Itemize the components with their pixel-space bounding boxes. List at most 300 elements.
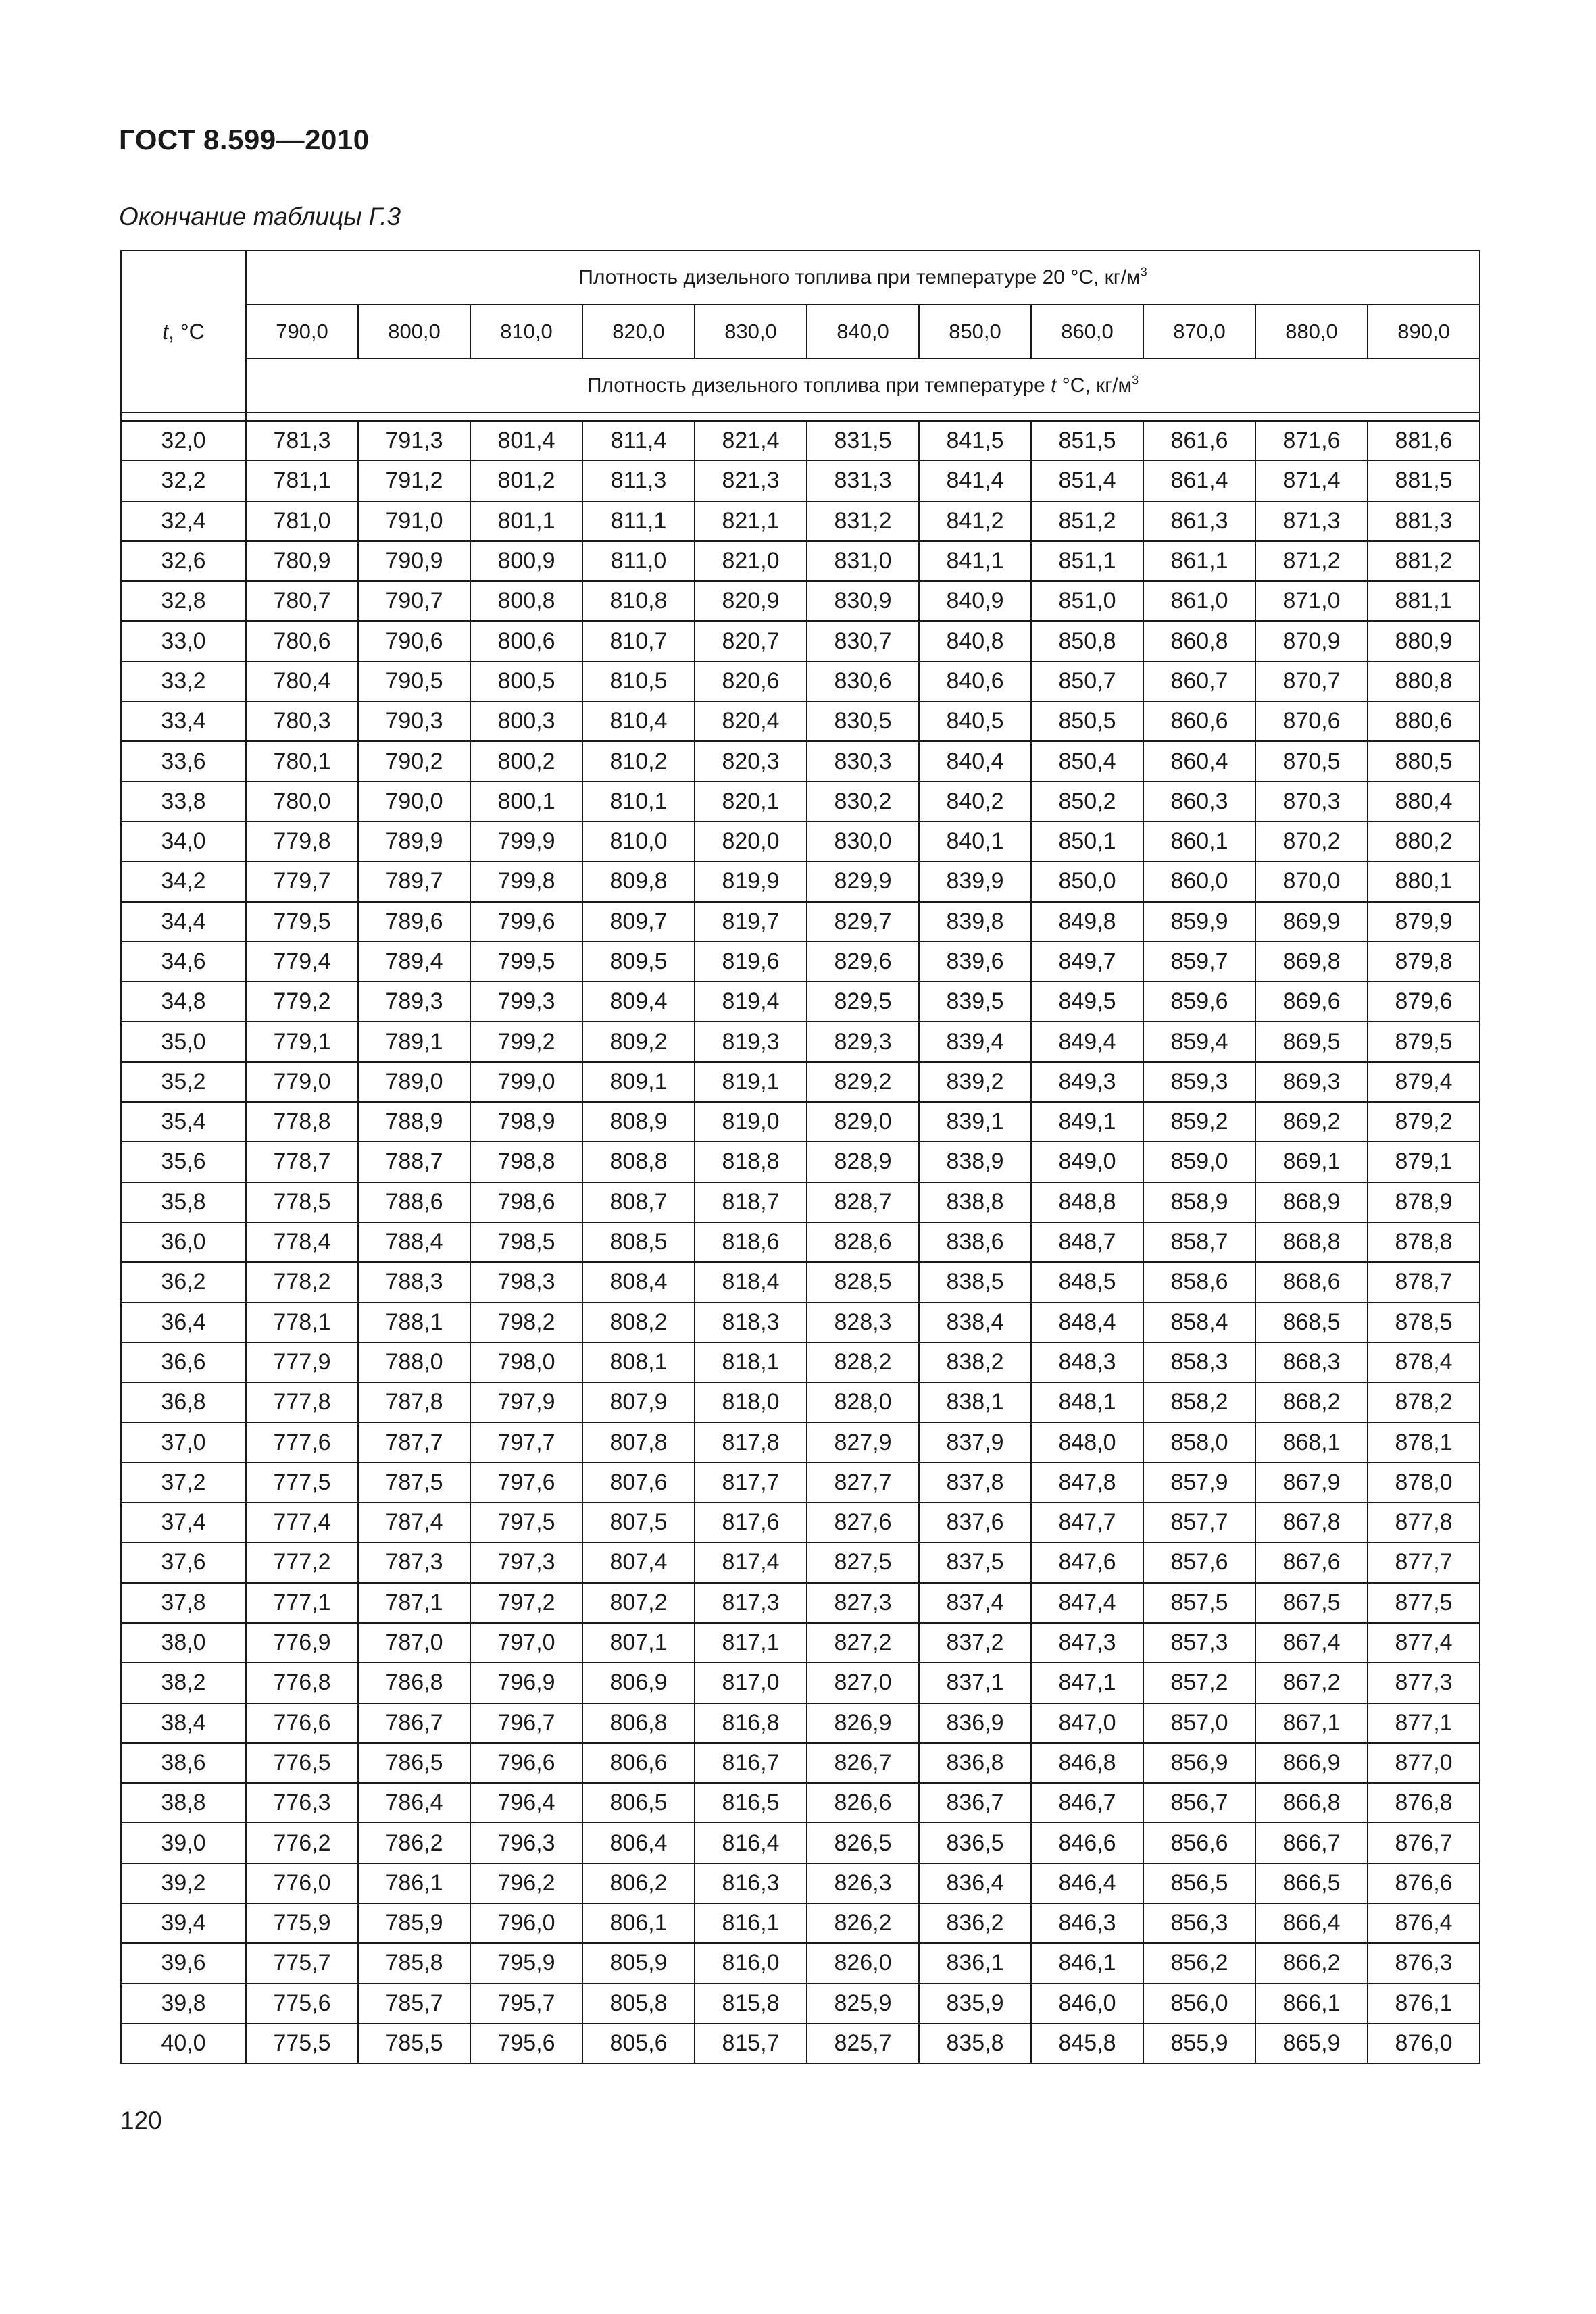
density-cell: 788,6: [358, 1182, 470, 1222]
density-cell: 848,7: [1031, 1222, 1143, 1262]
density-cell: 879,8: [1368, 942, 1480, 982]
density-cell: 788,3: [358, 1262, 470, 1302]
column-header-density: 870,0: [1143, 305, 1255, 359]
density-cell: 820,0: [695, 822, 807, 861]
density-cell: 799,3: [470, 982, 582, 1022]
density-cell: 876,1: [1368, 1984, 1480, 2023]
density-cell: 821,1: [695, 501, 807, 541]
density-cell: 777,2: [246, 1542, 358, 1582]
density-cell: 807,8: [582, 1422, 695, 1462]
density-cell: 780,4: [246, 661, 358, 701]
density-cell: 867,2: [1255, 1663, 1368, 1703]
density-cell: 796,7: [470, 1703, 582, 1743]
temperature-cell: 34,6: [121, 942, 246, 982]
density-cell: 789,1: [358, 1022, 470, 1061]
density-cell: 876,8: [1368, 1783, 1480, 1823]
density-cell: 816,8: [695, 1703, 807, 1743]
density-cell: 851,0: [1031, 581, 1143, 621]
density-cell: 846,1: [1031, 1943, 1143, 1983]
density-cell: 849,0: [1031, 1142, 1143, 1182]
temperature-cell: 32,8: [121, 581, 246, 621]
density-cell: 878,8: [1368, 1222, 1480, 1262]
density-cell: 876,3: [1368, 1943, 1480, 1983]
density-cell: 846,4: [1031, 1863, 1143, 1903]
table-row: [121, 1503, 1480, 1542]
temperature-cell: 37,6: [121, 1542, 246, 1582]
temperature-cell: 37,2: [121, 1463, 246, 1503]
density-cell: 836,9: [919, 1703, 1031, 1743]
density-cell: 780,9: [246, 541, 358, 581]
density-cell: 820,9: [695, 581, 807, 621]
density-cell: 801,1: [470, 501, 582, 541]
density-cell: 871,6: [1255, 421, 1368, 461]
density-cell: 869,1: [1255, 1142, 1368, 1182]
density-cell: 788,0: [358, 1342, 470, 1382]
temperature-cell: 39,2: [121, 1863, 246, 1903]
density-cell: 847,8: [1031, 1463, 1143, 1503]
density-cell: 845,8: [1031, 2023, 1143, 2063]
table-row: [121, 782, 1480, 822]
density-cell: 856,6: [1143, 1823, 1255, 1863]
density-cell: 790,9: [358, 541, 470, 581]
density-cell: 811,4: [582, 421, 695, 461]
density-cell: 829,7: [807, 902, 919, 942]
density-cell: 825,7: [807, 2023, 919, 2063]
density-cell: 836,4: [919, 1863, 1031, 1903]
table-row: [121, 661, 1480, 701]
density-cell: 816,3: [695, 1863, 807, 1903]
table-row: [121, 1703, 1480, 1743]
density-cell: 830,5: [807, 701, 919, 741]
density-cell: 877,4: [1368, 1623, 1480, 1663]
density-cell: 827,9: [807, 1422, 919, 1462]
density-cell: 819,4: [695, 982, 807, 1022]
density-cell: 796,4: [470, 1783, 582, 1823]
density-cell: 827,0: [807, 1663, 919, 1703]
density-cell: 798,0: [470, 1342, 582, 1382]
density-cell: 880,1: [1368, 861, 1480, 901]
density-cell: 876,4: [1368, 1903, 1480, 1943]
density-cell: 800,3: [470, 701, 582, 741]
density-cell: 850,2: [1031, 782, 1143, 822]
density-cell: 831,2: [807, 501, 919, 541]
temperature-cell: 34,4: [121, 902, 246, 942]
density-cell: 818,3: [695, 1303, 807, 1342]
density-cell: 856,9: [1143, 1743, 1255, 1783]
density-cell: 837,6: [919, 1503, 1031, 1542]
density-cell: 789,4: [358, 942, 470, 982]
density-cell: 781,0: [246, 501, 358, 541]
density-cell: 879,1: [1368, 1142, 1480, 1182]
header-separator: [121, 413, 1480, 421]
density-cell: 791,2: [358, 461, 470, 501]
density-cell: 776,5: [246, 1743, 358, 1783]
density-cell: 858,9: [1143, 1182, 1255, 1222]
density-cell: 811,0: [582, 541, 695, 581]
density-cell: 778,8: [246, 1102, 358, 1142]
density-cell: 838,9: [919, 1142, 1031, 1182]
density-cell: 797,7: [470, 1422, 582, 1462]
density-cell: 866,4: [1255, 1903, 1368, 1943]
density-cell: 828,6: [807, 1222, 919, 1262]
density-cell: 821,3: [695, 461, 807, 501]
density-cell: 848,1: [1031, 1382, 1143, 1422]
density-cell: 868,5: [1255, 1303, 1368, 1342]
density-cell: 789,6: [358, 902, 470, 942]
density-cell: 848,3: [1031, 1342, 1143, 1382]
density-cell: 800,1: [470, 782, 582, 822]
temperature-cell: 33,6: [121, 741, 246, 781]
temperature-cell: 39,0: [121, 1823, 246, 1863]
density-cell: 808,8: [582, 1142, 695, 1182]
density-cell: 776,6: [246, 1703, 358, 1743]
density-cell: 830,3: [807, 741, 919, 781]
density-cell: 880,6: [1368, 701, 1480, 741]
density-cell: 879,5: [1368, 1022, 1480, 1061]
density-cell: 869,5: [1255, 1022, 1368, 1061]
table-row: [121, 741, 1480, 781]
density-cell: 838,1: [919, 1382, 1031, 1422]
density-cell: 881,5: [1368, 461, 1480, 501]
density-cell: 800,5: [470, 661, 582, 701]
density-cell: 790,0: [358, 782, 470, 822]
density-cell: 790,6: [358, 621, 470, 661]
density-cell: 846,3: [1031, 1903, 1143, 1943]
density-cell: 860,7: [1143, 661, 1255, 701]
density-cell: 847,0: [1031, 1703, 1143, 1743]
density-cell: 881,1: [1368, 581, 1480, 621]
density-cell: 850,1: [1031, 822, 1143, 861]
temperature-cell: 34,8: [121, 982, 246, 1022]
density-cell: 860,0: [1143, 861, 1255, 901]
density-cell: 847,1: [1031, 1663, 1143, 1703]
density-cell: 785,7: [358, 1984, 470, 2023]
group-header-20c-sup: 3: [1140, 265, 1147, 279]
density-cell: 869,3: [1255, 1062, 1368, 1102]
density-cell: 838,5: [919, 1262, 1031, 1302]
density-cell: 857,6: [1143, 1542, 1255, 1582]
density-cell: 797,3: [470, 1542, 582, 1582]
density-cell: 877,3: [1368, 1663, 1480, 1703]
table-row: [121, 421, 1480, 461]
density-cell: 868,3: [1255, 1342, 1368, 1382]
temperature-cell: 36,4: [121, 1303, 246, 1342]
density-cell: 880,4: [1368, 782, 1480, 822]
density-cell: 827,7: [807, 1463, 919, 1503]
temperature-cell: 38,2: [121, 1663, 246, 1703]
density-cell: 809,2: [582, 1022, 695, 1061]
column-header-density: 840,0: [807, 305, 919, 359]
density-cell: 839,2: [919, 1062, 1031, 1102]
table-row: [121, 1182, 1480, 1222]
density-cell: 809,8: [582, 861, 695, 901]
density-cell: 826,0: [807, 1943, 919, 1983]
temperature-cell: 38,6: [121, 1743, 246, 1783]
density-cell: 779,4: [246, 942, 358, 982]
column-header-density: 820,0: [582, 305, 695, 359]
density-cell: 877,0: [1368, 1743, 1480, 1783]
density-cell: 789,3: [358, 982, 470, 1022]
density-cell: 807,4: [582, 1542, 695, 1582]
density-cell: 879,2: [1368, 1102, 1480, 1142]
density-cell: 808,7: [582, 1182, 695, 1222]
table-row: [121, 1903, 1480, 1943]
density-cell: 826,6: [807, 1783, 919, 1823]
density-cell: 840,8: [919, 621, 1031, 661]
group-header-t-post: °С, кг/м: [1056, 374, 1132, 397]
density-cell: 860,8: [1143, 621, 1255, 661]
density-cell: 861,6: [1143, 421, 1255, 461]
density-cell: 777,1: [246, 1583, 358, 1623]
temperature-cell: 35,0: [121, 1022, 246, 1061]
header-row-top: [121, 251, 1480, 305]
density-cell: 881,3: [1368, 501, 1480, 541]
density-cell: 798,6: [470, 1182, 582, 1222]
density-cell: 858,3: [1143, 1342, 1255, 1382]
density-cell: 820,1: [695, 782, 807, 822]
temperature-cell: 33,0: [121, 621, 246, 661]
density-cell: 775,7: [246, 1943, 358, 1983]
group-header-t: [246, 359, 1480, 413]
density-cell: 851,5: [1031, 421, 1143, 461]
density-cell: 830,2: [807, 782, 919, 822]
density-cell: 830,9: [807, 581, 919, 621]
temperature-cell: 37,8: [121, 1583, 246, 1623]
density-cell: 856,7: [1143, 1783, 1255, 1823]
density-cell: 827,3: [807, 1583, 919, 1623]
table-row: [121, 902, 1480, 942]
density-cell: 790,5: [358, 661, 470, 701]
density-cell: 798,9: [470, 1102, 582, 1142]
temperature-cell: 36,0: [121, 1222, 246, 1262]
density-cell: 797,6: [470, 1463, 582, 1503]
density-cell: 878,0: [1368, 1463, 1480, 1503]
density-cell: 791,0: [358, 501, 470, 541]
density-cell: 829,3: [807, 1022, 919, 1061]
density-cell: 799,9: [470, 822, 582, 861]
density-cell: 788,4: [358, 1222, 470, 1262]
density-cell: 877,8: [1368, 1503, 1480, 1542]
temperature-cell: 39,8: [121, 1984, 246, 2023]
density-cell: 806,6: [582, 1743, 695, 1783]
density-cell: 870,5: [1255, 741, 1368, 781]
density-cell: 786,2: [358, 1823, 470, 1863]
density-cell: 818,0: [695, 1382, 807, 1422]
density-cell: 878,7: [1368, 1262, 1480, 1302]
density-cell: 799,6: [470, 902, 582, 942]
density-cell: 819,3: [695, 1022, 807, 1061]
density-cell: 859,3: [1143, 1062, 1255, 1102]
density-cell: 777,4: [246, 1503, 358, 1542]
density-cell: 849,4: [1031, 1022, 1143, 1061]
density-cell: 866,8: [1255, 1783, 1368, 1823]
table-row: [121, 621, 1480, 661]
density-cell: 860,4: [1143, 741, 1255, 781]
density-cell: 867,9: [1255, 1463, 1368, 1503]
density-cell: 839,5: [919, 982, 1031, 1022]
density-cell: 858,4: [1143, 1303, 1255, 1342]
density-cell: 877,1: [1368, 1703, 1480, 1743]
density-cell: 800,9: [470, 541, 582, 581]
density-cell: 776,8: [246, 1663, 358, 1703]
temperature-cell: 33,2: [121, 661, 246, 701]
density-cell: 789,0: [358, 1062, 470, 1102]
density-cell: 790,2: [358, 741, 470, 781]
density-cell: 809,4: [582, 982, 695, 1022]
density-cell: 841,5: [919, 421, 1031, 461]
table-row: [121, 1463, 1480, 1503]
density-cell: 806,8: [582, 1703, 695, 1743]
density-cell: 779,5: [246, 902, 358, 942]
density-cell: 828,7: [807, 1182, 919, 1222]
density-cell: 816,4: [695, 1823, 807, 1863]
density-cell: 840,9: [919, 581, 1031, 621]
density-cell: 861,0: [1143, 581, 1255, 621]
density-cell: 849,3: [1031, 1062, 1143, 1102]
density-cell: 809,5: [582, 942, 695, 982]
table-row: [121, 1262, 1480, 1302]
density-cell: 829,0: [807, 1102, 919, 1142]
density-cell: 785,9: [358, 1903, 470, 1943]
density-cell: 870,6: [1255, 701, 1368, 741]
density-cell: 850,8: [1031, 621, 1143, 661]
density-cell: 841,1: [919, 541, 1031, 581]
density-cell: 838,4: [919, 1303, 1031, 1342]
density-cell: 830,6: [807, 661, 919, 701]
density-cell: 855,9: [1143, 2023, 1255, 2063]
density-cell: 787,1: [358, 1583, 470, 1623]
separator-cell: [121, 413, 246, 421]
density-cell: 795,6: [470, 2023, 582, 2063]
density-cell: 861,4: [1143, 461, 1255, 501]
density-cell: 870,0: [1255, 861, 1368, 901]
density-cell: 829,5: [807, 982, 919, 1022]
density-cell: 859,2: [1143, 1102, 1255, 1142]
density-cell: 809,1: [582, 1062, 695, 1102]
density-cell: 810,2: [582, 741, 695, 781]
density-cell: 819,7: [695, 902, 807, 942]
density-cell: 830,0: [807, 822, 919, 861]
density-cell: 787,4: [358, 1503, 470, 1542]
density-cell: 829,2: [807, 1062, 919, 1102]
page-number: 120: [120, 2107, 162, 2134]
density-cell: 878,2: [1368, 1382, 1480, 1422]
temperature-cell: 39,6: [121, 1943, 246, 1983]
density-cell: 840,1: [919, 822, 1031, 861]
density-cell: 865,9: [1255, 2023, 1368, 2063]
density-cell: 871,3: [1255, 501, 1368, 541]
density-cell: 779,1: [246, 1022, 358, 1061]
density-cell: 775,9: [246, 1903, 358, 1943]
density-cell: 857,0: [1143, 1703, 1255, 1743]
density-cell: 837,4: [919, 1583, 1031, 1623]
density-cell: 846,0: [1031, 1984, 1143, 2023]
density-cell: 839,4: [919, 1022, 1031, 1061]
density-cell: 799,8: [470, 861, 582, 901]
density-cell: 837,9: [919, 1422, 1031, 1462]
density-cell: 840,4: [919, 741, 1031, 781]
density-cell: 851,2: [1031, 501, 1143, 541]
temperature-cell: 35,2: [121, 1062, 246, 1102]
density-cell: 826,5: [807, 1823, 919, 1863]
density-cell: 788,7: [358, 1142, 470, 1182]
density-cell: 778,2: [246, 1262, 358, 1302]
density-cell: 849,8: [1031, 902, 1143, 942]
density-cell: 856,2: [1143, 1943, 1255, 1983]
density-cell: 838,8: [919, 1182, 1031, 1222]
table-row: [121, 1142, 1480, 1182]
table-row: [121, 2023, 1480, 2063]
density-cell: 807,6: [582, 1463, 695, 1503]
density-cell: 800,6: [470, 621, 582, 661]
density-cell: 838,6: [919, 1222, 1031, 1262]
density-cell: 878,4: [1368, 1342, 1480, 1382]
temperature-cell: 38,8: [121, 1783, 246, 1823]
density-cell: 787,7: [358, 1422, 470, 1462]
density-cell: 776,2: [246, 1823, 358, 1863]
density-cell: 810,5: [582, 661, 695, 701]
density-cell: 800,2: [470, 741, 582, 781]
density-cell: 796,9: [470, 1663, 582, 1703]
density-cell: 878,5: [1368, 1303, 1480, 1342]
table-row: [121, 1222, 1480, 1262]
column-header-density: 810,0: [470, 305, 582, 359]
density-cell: 880,2: [1368, 822, 1480, 861]
table-row: [121, 1583, 1480, 1623]
temperature-cell: 35,4: [121, 1102, 246, 1142]
density-cell: 780,6: [246, 621, 358, 661]
density-cell: 796,0: [470, 1903, 582, 1943]
temperature-cell: 38,4: [121, 1703, 246, 1743]
density-cell: 841,2: [919, 501, 1031, 541]
temperature-cell: 34,0: [121, 822, 246, 861]
density-cell: 847,6: [1031, 1542, 1143, 1582]
density-cell: 811,3: [582, 461, 695, 501]
density-cell: 861,1: [1143, 541, 1255, 581]
density-cell: 846,8: [1031, 1743, 1143, 1783]
density-cell: 870,3: [1255, 782, 1368, 822]
density-cell: 775,5: [246, 2023, 358, 2063]
table-row: [121, 1542, 1480, 1582]
density-cell: 876,7: [1368, 1823, 1480, 1863]
density-cell: 848,4: [1031, 1303, 1143, 1342]
density-cell: 797,0: [470, 1623, 582, 1663]
density-cell: 776,0: [246, 1863, 358, 1903]
density-cell: 806,2: [582, 1863, 695, 1903]
density-cell: 846,6: [1031, 1823, 1143, 1863]
density-cell: 806,9: [582, 1663, 695, 1703]
density-cell: 837,8: [919, 1463, 1031, 1503]
table-row: [121, 501, 1480, 541]
column-header-density: 880,0: [1255, 305, 1368, 359]
temperature-cell: 38,0: [121, 1623, 246, 1663]
density-cell: 828,9: [807, 1142, 919, 1182]
density-cell: 819,1: [695, 1062, 807, 1102]
density-cell: 795,7: [470, 1984, 582, 2023]
density-cell: 859,0: [1143, 1142, 1255, 1182]
density-cell: 857,2: [1143, 1663, 1255, 1703]
table-row: [121, 1022, 1480, 1061]
density-cell: 836,8: [919, 1743, 1031, 1783]
density-cell: 790,3: [358, 701, 470, 741]
density-cell: 775,6: [246, 1984, 358, 2023]
density-cell: 807,2: [582, 1583, 695, 1623]
density-cell: 876,6: [1368, 1863, 1480, 1903]
density-cell: 856,3: [1143, 1903, 1255, 1943]
temperature-cell: 32,2: [121, 461, 246, 501]
density-cell: 801,4: [470, 421, 582, 461]
density-cell: 798,3: [470, 1262, 582, 1302]
